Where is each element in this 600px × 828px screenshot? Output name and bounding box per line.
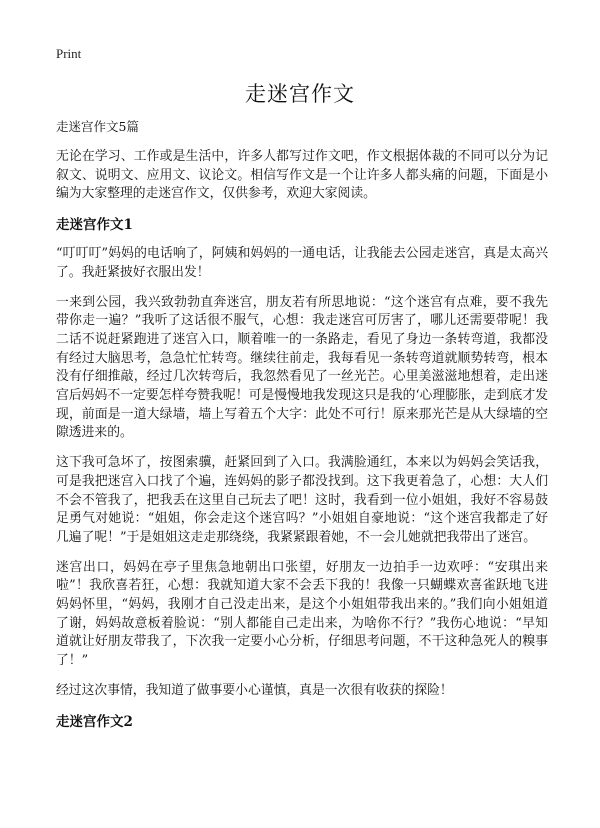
section-1-paragraph-5: 经过这次事情，我知道了做事要小心谨慎，真是一次很有收获的探险！ <box>56 682 453 698</box>
print-link[interactable]: Print <box>56 46 82 61</box>
section-1-paragraph-4: 迷宫出口，妈妈在亭子里焦急地朝出口张望，好朋友一边拍手一边欢呼：“安琪出来啦”！我欣喜若狂，心想：我就知道大家不会丢下我的！我像一只蝴蝶欢喜雀跃地飞进妈妈怀里，“妈妈，我刚才自己没走出来，是这个小姐姐带我出来的。”我们向小姐姐道了谢，妈妈故意板着脸说：“别人都能自己走出来，为啥你不行？”我伤心地说：“早知道就让好朋友带我了，下次我一定要小心分析，仔细思考问题，不干这种急死人的糗事了！” <box>56 559 548 669</box>
section-1-paragraph-1: “叮叮叮”妈妈的电话响了，阿姨和妈妈的一通电话，让我能去公园走迷宫，真是太高兴了。我赶紧披好衣服出发！ <box>56 246 548 280</box>
section-heading-1: 走迷宫作文1 <box>56 217 133 234</box>
article-subtitle: 走迷宫作文5篇 <box>56 119 139 134</box>
intro-paragraph: 无论在学习、工作或是生活中，许多人都写过作文吧，作文根据体裁的不同可以分为记叙文、说明文、应用文、议论文。相信写作文是一个让许多人都头痛的问题，下面是小编为大家整理的走迷宫作文，仅供参考，欢迎大家阅读。 <box>56 149 548 202</box>
section-1-paragraph-2: 一来到公园，我兴致勃勃直奔迷宫，朋友若有所思地说：“这个迷宫有点难，要不我先带你走一遍？”我听了这话很不服气，心想：我走迷宫可厉害了，哪儿还需要带呢！我二话不说赶紧跑进了迷宫入口，顺着唯一的一条路走，看见了身边一条转弯道，我都没有经过大脑思考，急急忙忙转弯。继续往前走，我每看见一条转弯道就顺势转弯，根本没有仔细推敲，经过几次转弯后，我忽然看见了一丝光芒。心里美滋滋地想着，走出迷宫后妈妈不一定要怎样夸赞我呢！可是慢慢地我发现这只是我的‘心理膨胀，走到底才发现，前面是一道大绿墙，墙上写着五个大字：此处不可行！原来那光芒是从大绿墙的空隙透进来的。 <box>56 294 548 441</box>
article-body <box>56 118 548 742</box>
page-title: 走迷宫作文 <box>245 82 355 106</box>
section-1-paragraph-3: 这下我可急坏了，按图索骥，赶紧回到了入口。我满脸通红，本来以为妈妈会笑话我，可是我把迷宫入口找了个遍，连妈妈的影子都没找到。这下我更着急了，心想：大人们不会不管我了，把我丢在这里自己玩去了吧！这时，我看到一位小姐姐，我好不容易鼓足勇气对她说：“姐姐，你会走这个迷宫吗？”小姐姐自豪地说：“这个迷宫我都走了好几遍了呢！”于是姐姐这走走那绕绕，我紧紧跟着她，不一会儿她就把我带出了迷宫。 <box>56 455 548 545</box>
section-heading-2: 走迷宫作文2 <box>56 713 133 730</box>
